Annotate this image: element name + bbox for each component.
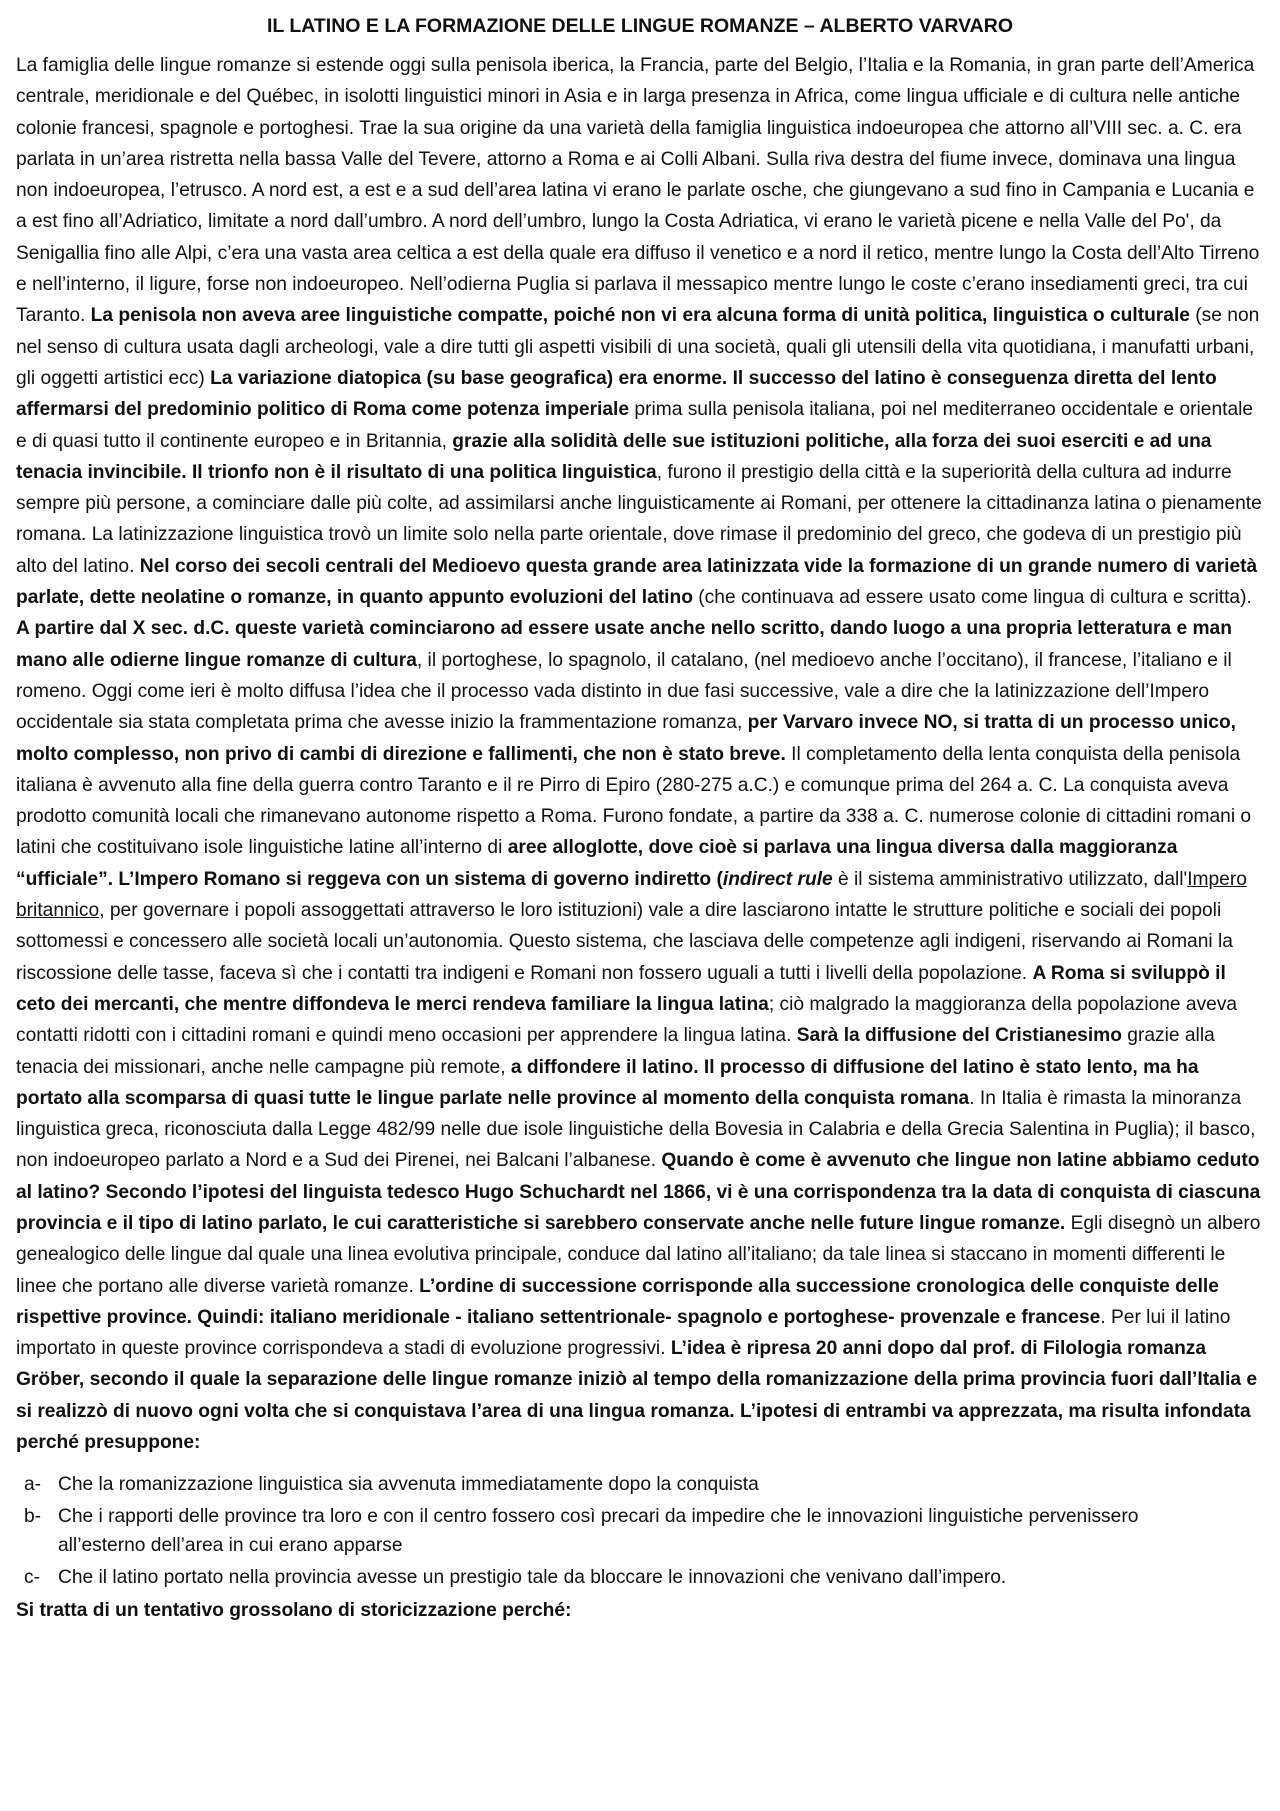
paragraph-segment: (se non nel senso di cultura usata dagli archeologi, vale a dire tutti gli aspetti visibili di una società, quali gli utensili della vita quotidiana, i manufatti urbani, gli oggetti artistici ecc) [16,305,1260,389]
paragraph-segment: La famiglia delle lingue romanze si estende oggi sulla penisola iberica, la Francia, parte del Belgio, l’Italia e la Romania, in gran parte dell’America centrale, meridionale e del Québec, in isolotti linguistici minori in Asia e in larga presenza in Africa, come lingua ufficiale e di cultura nelle antiche colonie francesi, spagnole e portoghesi. Trae la sua origine da una varietà della famiglia linguistica indoeuropea che attorno all’VIII sec. a. C. era parlata in un’area ristretta nella bassa Valle del Tevere, attorno a Roma e ai Colli Albani. Sulla riva destra del fiume invece, dominava una lingua non indoeuropea, l’etrusco. A nord est, a est e a sud dell’area latina vi erano le parlate osche, che giungevano a sud fino in Campania e Lucania e a est fino all’Adriatico, limitate a nord dall’umbro. A nord dell’umbro, lungo la Costa Adriatica, vi erano le varietà picene e nella Valle del Po', da Senigallia fino alle Alpi, c’era una vasta area celtica a est della quale era diffuso il venetico e a nord il retico, mentre lungo la Costa dell’Alto Tirreno e nell’interno, il ligure, forse non indoeuropeo. Nell’odierna Puglia si parlava il messapico mentre lungo le coste c’erano insediamenti greci, tra cui Taranto. [16,55,1260,327]
paragraph-segment: per Varvaro invece NO, si tratta di un processo unico, molto complesso, non privo di cambi di direzione e fallimenti, che non è stato breve. [16,712,1236,765]
paragraph-segment: Quando è come è avvenuto che lingue non latine abbiamo ceduto al latino? Secondo l’ipotesi del linguista tedesco Hugo Schuchardt nel 1866, vi è una corrispondenza tra la data di conquista di ciascuna provincia e il tipo di latino parlato, le cui caratteristiche si sarebbero conservate anche nelle future lingue romanze. [16,1150,1261,1234]
paragraph-segment: grazie alla tenacia dei missionari, anche nelle campagne più remote, [16,1025,1215,1078]
paragraph-segment: Impero britannico [16,868,1247,922]
list-item-text: Che la romanizzazione linguistica sia avvenuta immediatamente dopo la conquista [58,1474,759,1496]
paragraph-segment: è il sistema amministrativo utilizzato, dall' [832,868,1188,890]
closing-line: Si tratta di un tentativo grossolano di storicizzazione perché: [16,1600,572,1622]
list-item-marker: c- [24,1566,40,1588]
paragraph-segment: A Roma si sviluppò il ceto dei mercanti, che mentre diffondeva le merci rendeva familiare la lingua latina [16,962,1226,1015]
paragraph-segment: Nel corso dei secoli centrali del Medioevo questa grande area latinizzata vide la formazione di un grande numero di varietà parlate, dette neolatine o romanze, in quanto appunto evoluzioni del latino [16,555,1258,609]
paragraph-segment: , furono il prestigio della città e la superiorità della cultura ad indurre sempre più persone, a cominciare dalle più colte, ad assimilarsi anche linguisticamente ai Romani, per ottenere la cittadinanza latina o pienamente romana. La latinizzazione linguistica trovò un limite solo nella parte orientale, dove rimase il predominio del greco, che godeva di un prestigio più alto del latino. [16,461,1262,577]
paragraph-segment: indirect rule [722,868,833,890]
paragraph-segment: (che continuava ad essere usato come lingua di cultura e scritta). [692,587,1252,609]
paragraph-segment: , per governare i popoli assoggettati attraverso le loro istituzioni) vale a dire lasciarono intatte le strutture politiche e sociali dei popoli sottomessi e concessero alle società locali un’autonomia. Questo sistema, che lasciava delle competenze agli indigeni, riservando ai Romani la riscossione delle tasse, faceva sì che i contatti tra indigeni e Romani non fossero uguali a tutti i livelli della popolazione. [16,900,1233,984]
paragraph-segment: aree alloglotte, dove cioè si parlava una lingua diversa dalla maggioranza “ufficiale”. L’Impero Romano si reggeva con un sistema di governo indiretto ( [16,837,1178,890]
list-item [16,1502,1264,1561]
main-paragraph [16,50,1264,1458]
list-item [16,1470,1264,1500]
list-item-marker: b- [24,1505,42,1527]
list-item-text: Che il latino portato nella provincia avesse un prestigio tale da bloccare le innovazioni che venivano dall’impero. [58,1566,1007,1588]
paragraph-segment: , il portoghese, lo spagnolo, il catalano, (nel medioevo anche l’occitano), il francese, l’italiano e il romeno. Oggi come ieri è molto diffusa l’idea che il processo vada distinto in due fasi successive, vale a dire che la latinizzazione dell’Impero occidentale sia stata completata prima che avesse inizio la frammentazione romanza, [16,649,1232,734]
list-item-text: Che i rapporti delle province tra loro e con il centro fossero così precari da impedire che le innovazioni linguistiche pervenissero all’esterno dell’area in cui erano apparse [58,1505,1139,1557]
paragraph-segment: prima sulla penisola italiana, poi nel mediterraneo occidentale e orientale e di quasi tutto il continente europeo e in Britannia, [16,399,1254,452]
paragraph-segment: ; ciò malgrado la maggioranza della popolazione aveva contatti ridotti con i cittadini romani e quindi meno occasioni per apprendere la lingua latina. [16,993,1238,1047]
paragraph-segment: grazie alla solidità delle sue istituzioni politiche, alla forza dei suoi eserciti e ad una tenacia invincibile. Il trionfo non è il risultato di una politica linguistica [16,430,1212,483]
paragraph-segment: Egli disegnò un albero genealogico delle lingue dal quale una linea evolutiva principale, conduce dal latino all’italiano; da tale linea si staccano in momenti differenti le linee che portano alle diverse varietà romanze. [16,1212,1261,1297]
paragraph-segment: Il completamento della lenta conquista della penisola italiana è avvenuto alla fine della guerra contro Taranto e il re Pirro di Epiro (280-275 a.C.) e comunque prima del 264 a. C. La conquista aveva prodotto comunità locali che rimanevano autonome rispetto a Roma. Furono fondate, a partire da 338 a. C. numerose colonie di cittadini romani o latini che costituivano isole linguistiche latine all’interno di [16,743,1252,859]
paragraph-segment: Sarà la diffusione del Cristianesimo [796,1025,1122,1047]
premise-list [16,1470,1264,1592]
list-item [16,1563,1264,1593]
document-title: IL LATINO E LA FORMAZIONE DELLE LINGUE ROMANZE – ALBERTO VARVARO [266,15,1014,37]
paragraph-segment: L’ordine di successione corrisponde alla successione cronologica delle conquiste delle rispettive province. Quindi: italiano meridionale - italiano settentrionale- spagnolo e portoghese- provenzale e francese [16,1275,1219,1328]
list-item-marker: a- [24,1474,42,1496]
paragraph-segment: . Per lui il latino importato in queste province corrispondeva a stadi di evoluzione progressivi. [16,1306,1231,1360]
paragraph-segment: La variazione diatopica (su base geografica) era enorme. Il successo del latino è conseguenza diretta del lento affermarsi del predominio politico di Roma come potenza imperiale [16,367,1217,421]
paragraph-segment: a diffondere il latino. Il processo di diffusione del latino è stato lento, ma ha portato alla scomparsa di quasi tutte le lingue parlate nelle province al momento della conquista romana [16,1056,1199,1109]
paragraph-segment: L’idea è ripresa 20 anni dopo dal prof. di Filologia romanza Gröber, secondo il quale la separazione delle lingue romanze iniziò al tempo della romanizzazione della prima provincia fuori dall’Italia e si realizzò di nuovo ogni volta che si conquistava l’area di una lingua romanza. L’ipotesi di entrambi va apprezzata, ma risulta infondata perché presuppone: [16,1338,1258,1454]
paragraph-segment: A partire dal X sec. d.C. queste varietà cominciarono ad essere usate anche nello scritto, dando luogo a una propria letteratura e man mano alle odierne lingue romanze di cultura [16,618,1232,671]
paragraph-segment: . In Italia è rimasta la minoranza linguistica greca, riconosciuta dalla Legge 482/99 nelle due isole linguistiche della Bovesia in Calabria e della Grecia Salentina in Puglia); il basco, non indoeuropeo parlato a Nord e a Sud dei Pirenei, nei Balcani l’albanese. [16,1087,1256,1172]
paragraph-segment: La penisola non aveva aree linguistiche compatte, poiché non vi era alcuna forma di unità politica, linguistica o culturale [90,305,1190,327]
